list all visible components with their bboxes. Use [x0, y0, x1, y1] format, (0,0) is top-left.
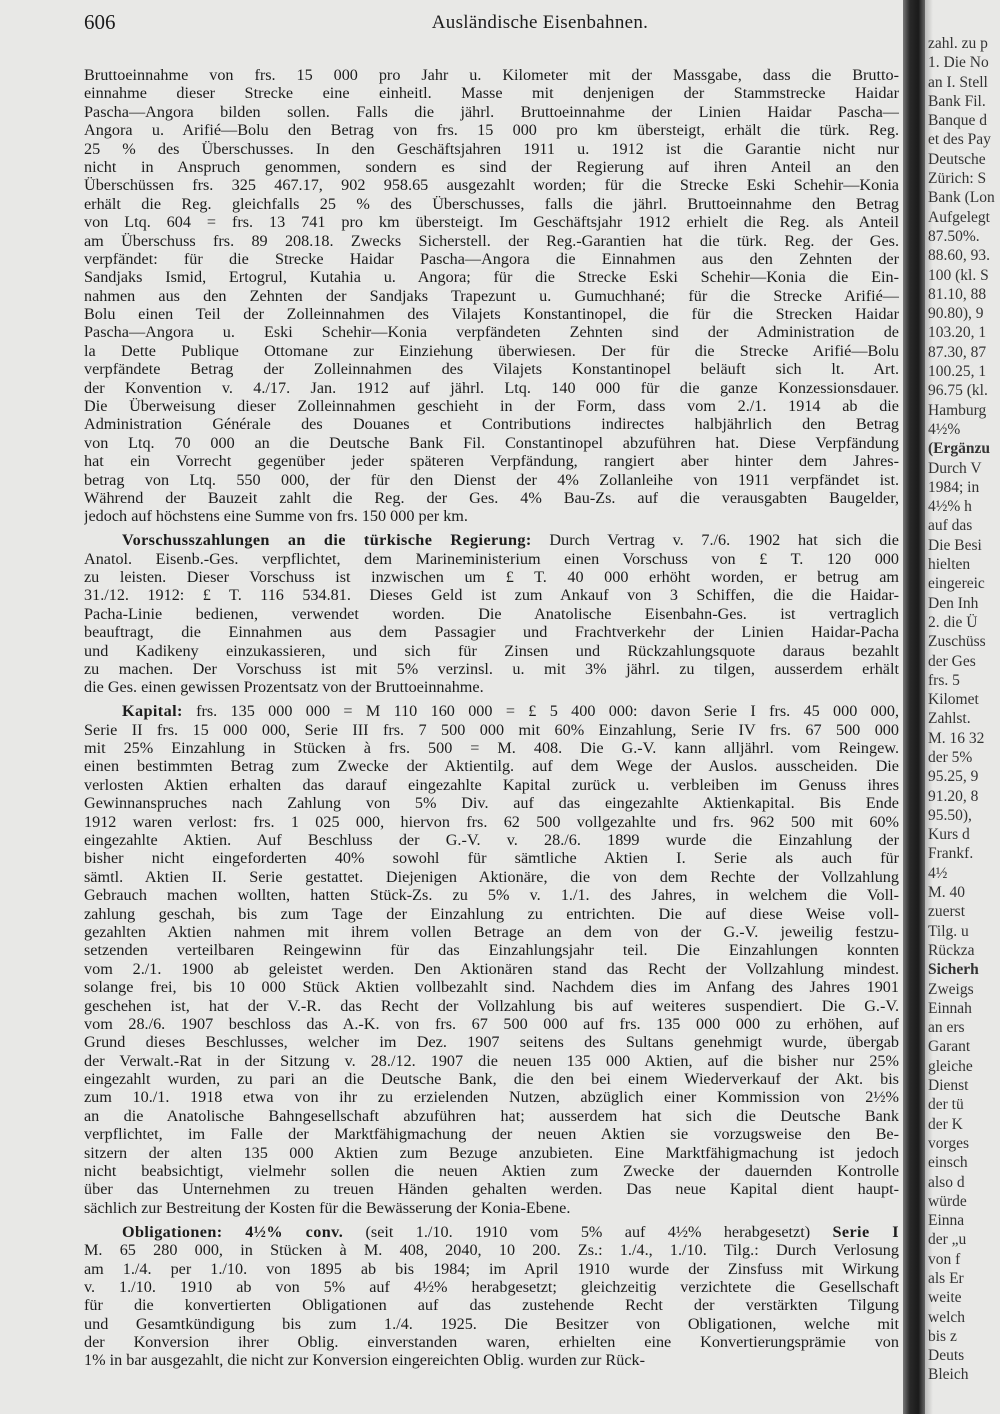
- line-text: nicht in Anspruch genommen, sondern es sind der Regierung auf ihren Anteil an den: [84, 157, 899, 176]
- partial-text-line: der 5%: [928, 748, 973, 766]
- line-text: und Kadikeny einzukassieren, und sich für Zinsen und Rückzahlungsquote daraus bezahlt: [84, 641, 899, 660]
- partial-text-line: weite: [928, 1289, 962, 1307]
- text-line: [84, 776, 899, 794]
- text-line: [84, 1107, 899, 1125]
- line-text: zum 10./1. 1918 etwa von ihr zu erzielenden Nutzen, abzüglich einer Kommission von 2½%: [84, 1088, 899, 1107]
- text-line: [84, 905, 899, 923]
- text-line: [84, 507, 899, 525]
- text-line: [84, 642, 899, 660]
- partial-text-line: Die Besi: [928, 536, 982, 554]
- line-text: 1912 waren verlost: frs. 1 025 000, hiervon frs. 62 500 vollgezahlte und frs. 962 500 mit 60%: [84, 812, 899, 831]
- text-line: [84, 1241, 899, 1259]
- line-text: Überschüssen frs. 325 467.17, 902 958.65 ausgezahlt worden; für die Strecke Eski Schehir—Konia: [84, 176, 899, 195]
- line-text: Serie II frs. 15 000 000, Serie III frs. 7 500 000 mit 60% Einzahlung, Serie IV frs. 67 500 000: [84, 720, 899, 739]
- line-text: sitzern der alten 135 000 Aktien zum Bezuge anzubieten. Eine Marktfähigmachung ist jedoch: [84, 1143, 899, 1162]
- partial-text-line: würde: [928, 1192, 967, 1210]
- line-text: Anatol. Eisenb.-Ges. verpflichtet, dem Marineministerium einen Vorschuss von £ T. 120 000: [84, 549, 899, 568]
- partial-text-line: M. 16 32: [928, 729, 985, 747]
- text-line: [84, 268, 899, 286]
- line-text: setzenden verteilbaren Reingewinn für das Einzahlungsjahr teil. Die Einzahlungen konnten: [84, 941, 899, 960]
- partial-text-line: von f: [928, 1250, 961, 1268]
- partial-text-line: Rückza: [928, 941, 975, 959]
- line-text: verpfändet: für die Strecke Haidar Pascha—Angora die Einnahmen aus den Zehnten der: [84, 249, 899, 268]
- line-text: eingezahlte Aktien. Auf Beschluss der G.-V. v. 28./6. 1899 wurde die Einzahlung der: [84, 831, 899, 850]
- running-title: Ausländische Eisenbahnen.: [431, 12, 649, 33]
- line-text: Sandjaks Ismid, Ertogrul, Kutahia u. Angora; für die Strecke Eski Schehir—Konia die Ein-: [84, 268, 899, 287]
- partial-text-line: Einnah: [928, 999, 972, 1017]
- text-line: [84, 1278, 899, 1296]
- line-text: 25 % des Überschusses. In den Geschäftsjahren 1911 u. 1912 ist die Garantie nicht nur: [84, 139, 899, 158]
- text-line: [84, 586, 899, 604]
- line-text: Pacha-Linie bedienen, verwendet worden. Die Anatolische Eisenbahn-Ges. ist vertraglich: [84, 604, 899, 623]
- line-text: 1% in bar ausgezahlt, die nicht zur Konversion eingereichten Oblig. wurden zur Rück-: [84, 1351, 645, 1370]
- partial-text-line: Bank Fil.: [928, 92, 986, 110]
- section-heading: Vorschusszahlungen an die türkische Regierung:: [122, 531, 532, 550]
- line-text: sämtl. Aktien II. Serie gestattet. Diejenigen Aktionäre, die von dem Rechte der Vollzahlung: [84, 867, 899, 886]
- text-line: [84, 1351, 899, 1369]
- line-text: einnahme dieser Strecke eine einheitl. Masse mit denjenigen der Stammstrecke Haidar: [84, 84, 899, 103]
- line-text: hat ein Vorrecht gegenüber jeder späteren Verpfändung, rangiert aber hinter dem Jahres-: [84, 452, 899, 471]
- text-line: [84, 471, 899, 489]
- partial-text-line: also d: [928, 1173, 965, 1191]
- text-line: [84, 1180, 899, 1198]
- text-line: [84, 531, 899, 549]
- line-text: sächlich zur Bestreitung der Kosten für die Bewässerung der Konia-Ebene.: [84, 1198, 571, 1217]
- text-line: [84, 813, 899, 831]
- partial-text-line: Zuschüss: [928, 633, 986, 651]
- text-line: [84, 794, 899, 812]
- partial-text-line: Banque d: [928, 112, 987, 130]
- partial-text-line: Einna: [928, 1212, 965, 1230]
- text-line: [84, 1033, 899, 1051]
- text-line: [84, 158, 899, 176]
- line-text: M. 65 280 000, in Stücken à M. 408, 2040, 10 200. Zs.: 1./4., 1./10. Tilg.: Durch Verlosung: [84, 1241, 899, 1260]
- text-line: [84, 623, 899, 641]
- line-text: erhält die Reg. gleichfalls 25 % des Überschusses, falls die jährl. Bruttoeinnahme den Betrag: [84, 194, 899, 213]
- line-text: von Ltq. 70 000 an die Deutsche Bank Fil. Constantinopel abzuführen hat. Diese Verpfändung: [84, 433, 899, 452]
- text-line: [84, 103, 899, 121]
- partial-text-line: 1984; in: [928, 478, 980, 496]
- adjacent-page-column: [928, 34, 1000, 1385]
- line-text: Die Überweisung dieser Zolleinnahmen geschieht in der Form, dass vom 2./1. 1914 ab die: [84, 397, 899, 416]
- partial-text-line: 4½: [928, 864, 948, 882]
- line-text: einen bestimmten Betrag zum Zwecke der Aktientilg. auf dem Wege der Auslos. ausscheiden. Die: [84, 757, 899, 776]
- line-text: für die konvertierten Obligationen auf das zustehende Recht der verstärkten Tilgung: [84, 1296, 899, 1315]
- partial-text-line: der Ges: [928, 652, 976, 670]
- partial-text-line: 4½%: [928, 420, 961, 438]
- partial-text-line: eingereic: [928, 575, 985, 593]
- text-line: [84, 941, 899, 959]
- partial-text-line: 88.60, 93.: [928, 247, 990, 265]
- text-line: [84, 997, 899, 1015]
- partial-text-line: welch: [928, 1308, 966, 1326]
- text-line: [84, 1088, 899, 1106]
- partial-text-line: 91.20, 8: [928, 787, 979, 805]
- text-line: [84, 757, 899, 775]
- partial-text-line: Durch V: [928, 459, 982, 477]
- partial-text-line: als Er: [928, 1270, 964, 1287]
- line-text: Während der Bauzeit zahlt die Reg. der Ges. 4% Bau-Zs. auf die verausgabten Baugelder,: [84, 488, 899, 507]
- partial-text-line: 95.25, 9: [928, 768, 979, 786]
- partial-text-line: 100 (kl. S: [928, 266, 989, 284]
- line-text: Administration Générale des Douanes et Contributions indirectes halbjährlich den Betrag: [84, 415, 899, 434]
- partial-text-line: Dienst: [928, 1077, 969, 1095]
- text-line: [84, 195, 899, 213]
- line-text: Pascha—Angora u. Eski Schehir—Konia verpfändeten Zehnten sind der Administration de: [84, 323, 899, 342]
- line-text: Bruttoeinnahme von frs. 15 000 pro Jahr u. Kilometer mit der Massgabe, dass die Brutto-: [84, 66, 899, 84]
- partial-text-line: Frankf.: [928, 845, 974, 863]
- line-text: und Gesamtkündigung bis zum 1./4. 1925. Die Besitzer von Obligationen, welche mit: [84, 1314, 899, 1333]
- text-line: [84, 1015, 899, 1033]
- partial-text-line: 87.30, 87: [928, 343, 987, 361]
- partial-text-line: Deutsche: [928, 150, 986, 168]
- text-line: [84, 605, 899, 623]
- line-text: Durch Vertrag v. 7./6. 1902 hat sich die: [531, 531, 899, 550]
- text-line: [84, 1162, 899, 1180]
- line-text: gezahlten Aktien nahmen mit ihrem vollen Betrage an dem von der G.-V. jeweilig festzu-: [84, 922, 899, 941]
- partial-text-line: der tü: [928, 1096, 964, 1114]
- text-line: [84, 849, 899, 867]
- partial-text-line: 81.10, 88: [928, 285, 987, 303]
- partial-text-line: gleiche: [928, 1057, 973, 1075]
- line-text: mit 25% Einzahlung in Stücken à frs. 500 = M. 408. Die G.-V. kann alljährl. vom Reingew.: [84, 739, 899, 758]
- partial-text-line: Sicherh: [928, 961, 979, 979]
- text-line: [84, 232, 899, 250]
- text-line: [84, 379, 899, 397]
- line-text: über das Unternehmen zu treuen Händen gehalten werden. Das neue Kapital dient haupt-: [84, 1180, 899, 1199]
- text-line: [84, 923, 899, 941]
- text-line: [84, 1333, 899, 1351]
- page-number: 606: [84, 10, 116, 34]
- book-binding-gutter: [903, 0, 925, 1414]
- partial-text-line: zahl. zu p: [928, 35, 988, 52]
- partial-text-line: 90.80), 9: [928, 305, 984, 323]
- text-line: [84, 1199, 899, 1217]
- text-line: [84, 121, 899, 139]
- line-text: Grund dieses Beschlusses, welcher im Dez. 1907 seitens des Sultans genehmigt wurde, übergab: [84, 1033, 899, 1052]
- section-heading: Obligationen: 4½% conv.: [122, 1222, 344, 1241]
- text-line: [84, 1260, 899, 1278]
- text-line: [84, 1223, 899, 1241]
- text-line: [84, 415, 899, 433]
- partial-text-line: Zweigs: [928, 980, 974, 998]
- partial-text-line: 2. die Ü: [928, 613, 978, 631]
- partial-text-line: Aufgelegt: [928, 208, 990, 226]
- text-line: [84, 489, 899, 507]
- line-text: Pascha—Angora bilden sollen. Falls die jährl. Bruttoeinnahme der Linien Haidar Pascha—: [84, 102, 899, 121]
- text-line: [84, 1296, 899, 1314]
- text-line: [84, 287, 899, 305]
- line-text: zu leisten. Dieser Vorschuss ist inzwischen um £ T. 40 000 erhöht worden, er betrug am: [84, 568, 899, 587]
- text-line: [84, 452, 899, 470]
- text-line: [84, 305, 899, 323]
- partial-text-line: 1. Die No: [928, 54, 989, 72]
- line-text: verpfändete Betrag der Zolleinnahmen des Vilajets Konstantinopel beläuft sich lt. Art.: [84, 360, 899, 379]
- text-line: [84, 397, 899, 415]
- partial-text-line: Hamburg: [928, 401, 987, 419]
- text-line: [84, 550, 899, 568]
- text-line: [84, 213, 899, 231]
- partial-text-line: 87.50%.: [928, 227, 980, 245]
- line-text: v. 1./10. 1910 ab von 5% auf 4½% herabgesetzt; gleichzeitig verzichtete die Gesellschaft: [84, 1277, 899, 1296]
- partial-text-line: Kurs d: [928, 826, 970, 844]
- partial-text-line: zuerst: [928, 903, 966, 921]
- line-text: eingezahlt wurden, zu pari an die Deutsche Bank, die den bei einem Wiederverkauf der Akt. bis: [84, 1070, 899, 1089]
- line-text: 31./12. 1912: £ T. 116 534.81. Dieses Geld ist zum Ankauf von 3 Schiffen, die die Haidar-: [84, 586, 899, 605]
- line-text: beauftragt, die Einnahmen aus dem Passagier und Frachtverkehr der Linien Haidar-Pacha: [84, 623, 899, 642]
- line-text: der Konvention v. 4./17. Jan. 1912 auf jährl. Ltq. 140 000 für die ganze Konzessionsdauer.: [84, 378, 899, 397]
- text-line: [84, 84, 899, 102]
- text-line: [84, 176, 899, 194]
- partial-text-line: M. 40: [928, 884, 966, 902]
- partial-text-line: vorges: [928, 1134, 970, 1152]
- line-text: vom 2./1. 1900 ab geleistet werden. Den Aktionären stand das Recht der Vollzahlung mindest.: [84, 959, 899, 978]
- main-text-column: [84, 66, 899, 1370]
- line-text: an die Anatolische Bahngesellschaft abzuführen hat; ausserdem hat sich die Deutsche Bank: [84, 1106, 899, 1125]
- partial-text-line: frs. 5: [928, 671, 960, 689]
- partial-text-line: 95.50),: [928, 806, 972, 824]
- text-line: [84, 323, 899, 341]
- bold-label: Serie I: [832, 1222, 899, 1241]
- partial-text-line: auf das: [928, 517, 973, 535]
- line-text: der Verwalt.-Rat in der Sitzung v. 28./12. 1907 die neuen 135 000 Aktien, auf die bisher nur 25%: [84, 1051, 899, 1070]
- partial-text-line: der „u: [928, 1231, 967, 1249]
- partial-text-line: Den Inh: [928, 594, 979, 612]
- partial-text-line: 4½% h: [928, 498, 972, 516]
- text-line: [84, 831, 899, 849]
- line-text: geschehen ist, hat der V.-R. das Recht der Vollzahlung bis auf weiteres suspendiert. Die G.-V.: [84, 996, 899, 1015]
- partial-text-line: Bleich: [928, 1366, 969, 1384]
- partial-text-line: 96.75 (kl.: [928, 382, 988, 400]
- line-text: solange frei, bis 10 000 Stück Aktien vollbezahlt sind. Nachdem dies im Anfang des Jahres 1901: [84, 978, 899, 997]
- partial-text-line: Zahlst.: [928, 710, 971, 728]
- line-text: la Dette Publique Ottomane zur Einziehung überwiesen. Der für die Strecke Arifié—Bolu: [84, 341, 899, 360]
- text-line: [84, 721, 899, 739]
- line-text: die Ges. einen gewissen Prozentsatz von der Bruttoeinnahme.: [84, 678, 484, 697]
- partial-text-line: Deuts: [928, 1347, 965, 1365]
- text-line: [84, 1315, 899, 1333]
- text-line: [84, 1144, 899, 1162]
- partial-text-line: (Ergänzu: [928, 440, 990, 458]
- line-text: verlosten Aktien erhalten das darauf eingezahlte Kapital zurück u. verbleiben im Genuss ihres: [84, 775, 899, 794]
- line-text: von Ltq. 604 = frs. 13 741 pro km übersteigt. Im Geschäftsjahr 1912 erhielt die Reg. als Anteil: [84, 213, 899, 232]
- line-text: (seit 1./10. 1910 vom 5% auf 4½% herabgesetzt): [343, 1222, 833, 1241]
- line-text: nicht beabsichtigt, vielmehr sollen die neuen Aktien zum Zwecke der dauernden Kontrolle: [84, 1162, 899, 1181]
- text-line: [84, 978, 899, 996]
- line-text: verpflichtet, im Falle der Marktfähigmachung der neuen Aktien sie vorzugsweise den Be-: [84, 1125, 899, 1144]
- partial-text-line: Zürich: S: [928, 170, 987, 188]
- line-text: Gewinnanspruches nach Zahlung von 5% Div. auf das eingezahlte Aktienkapital. Bis Ende: [84, 794, 899, 813]
- text-line: [84, 886, 899, 904]
- line-text: Bolu einen Teil der Zolleinnahmen des Vilajets Konstantinopel, die für die Strecken Haidar: [84, 305, 899, 324]
- line-text: betrag von Ltq. 550 000, der für den Dienst der 4% Zollanleihe von 1911 verpfändet ist.: [84, 470, 899, 489]
- partial-text-line: einsch: [928, 1154, 968, 1172]
- text-line: [84, 1070, 899, 1088]
- text-line: [84, 568, 899, 586]
- partial-text-line: an I. Stell: [928, 73, 988, 91]
- text-line: [84, 1052, 899, 1070]
- partial-text-line: an ers: [928, 1019, 965, 1037]
- partial-text-line: 103.20, 1: [928, 324, 987, 342]
- line-text: Gebrauch machen wollten, hatten Stück-Zs. zu 5% v. 1./1. des Jahres, in welchem die Voll-: [84, 886, 899, 905]
- line-text: am 1./4. per 1./10. von 1895 ab bis 1984; im April 1910 wurde der Zinsfuss mit Wirkung: [84, 1259, 899, 1278]
- partial-text-line: Tilg. u: [928, 922, 969, 940]
- partial-text-line: bis z: [928, 1327, 957, 1345]
- text-line: [84, 250, 899, 268]
- line-text: am Überschuss frs. 89 208.18. Zwecks Sicherstell. der Reg.-Garantien hat die türk. Reg. der Ges.: [84, 231, 899, 250]
- partial-text-line: der K: [928, 1115, 963, 1133]
- partial-text-line: 100.25, 1: [928, 363, 987, 381]
- text-line: [84, 360, 899, 378]
- text-line: [84, 140, 899, 158]
- partial-text-line: Garant: [928, 1038, 971, 1056]
- section-heading: Kapital:: [122, 702, 183, 721]
- line-text: nahmen aus den Zehnten der Sandjaks Trapezunt u. Gumuchhané; für die Strecke Arifié—: [84, 286, 899, 305]
- text-line: [84, 1125, 899, 1143]
- text-line: [84, 702, 899, 720]
- line-text: frs. 135 000 000 = M 110 160 000 = £ 5 400 000: davon Serie I frs. 45 000 000,: [182, 702, 899, 721]
- text-line: [84, 434, 899, 452]
- line-text: Angora u. Arifié—Bolu den Betrag von frs. 15 000 pro km übersteigt, erhält die türk. Reg.: [84, 121, 899, 140]
- text-line: [84, 66, 899, 84]
- line-text: jedoch auf höchstens eine Summe von frs. 150 000 per km.: [84, 507, 468, 526]
- partial-text-line: hielten: [928, 556, 971, 574]
- partial-text-line: Bank (Lon: [928, 189, 995, 207]
- line-text: bisher nicht eingeforderten 40% sowohl für sämtliche Aktien I. Serie als auch für: [84, 849, 899, 868]
- text-line: [84, 960, 899, 978]
- text-line: [84, 739, 899, 757]
- text-line: [84, 660, 899, 678]
- line-text: vom 28./6. 1907 beschloss das A.-K. von frs. 67 500 000 auf frs. 135 000 000 zu erhöhen, auf: [84, 1014, 899, 1033]
- line-text: zahlung geschah, bis zum Tage der Einzahlung zu entrichten. Die auf diese Weise voll-: [84, 904, 899, 923]
- line-text: zu machen. Der Vorschuss ist mit 5% verzinsl. u. mit 3% jährl. zu tilgen, ausserdem erhält: [84, 660, 899, 678]
- text-line: [84, 868, 899, 886]
- line-text: der Konversion ihrer Oblig. einverstanden waren, erhielten eine Konvertierungsprämie von: [84, 1333, 899, 1352]
- partial-text-line: et des Pay: [928, 131, 991, 149]
- partial-text-line: Kilomet: [928, 691, 979, 709]
- text-line: [84, 342, 899, 360]
- text-line: [84, 678, 899, 696]
